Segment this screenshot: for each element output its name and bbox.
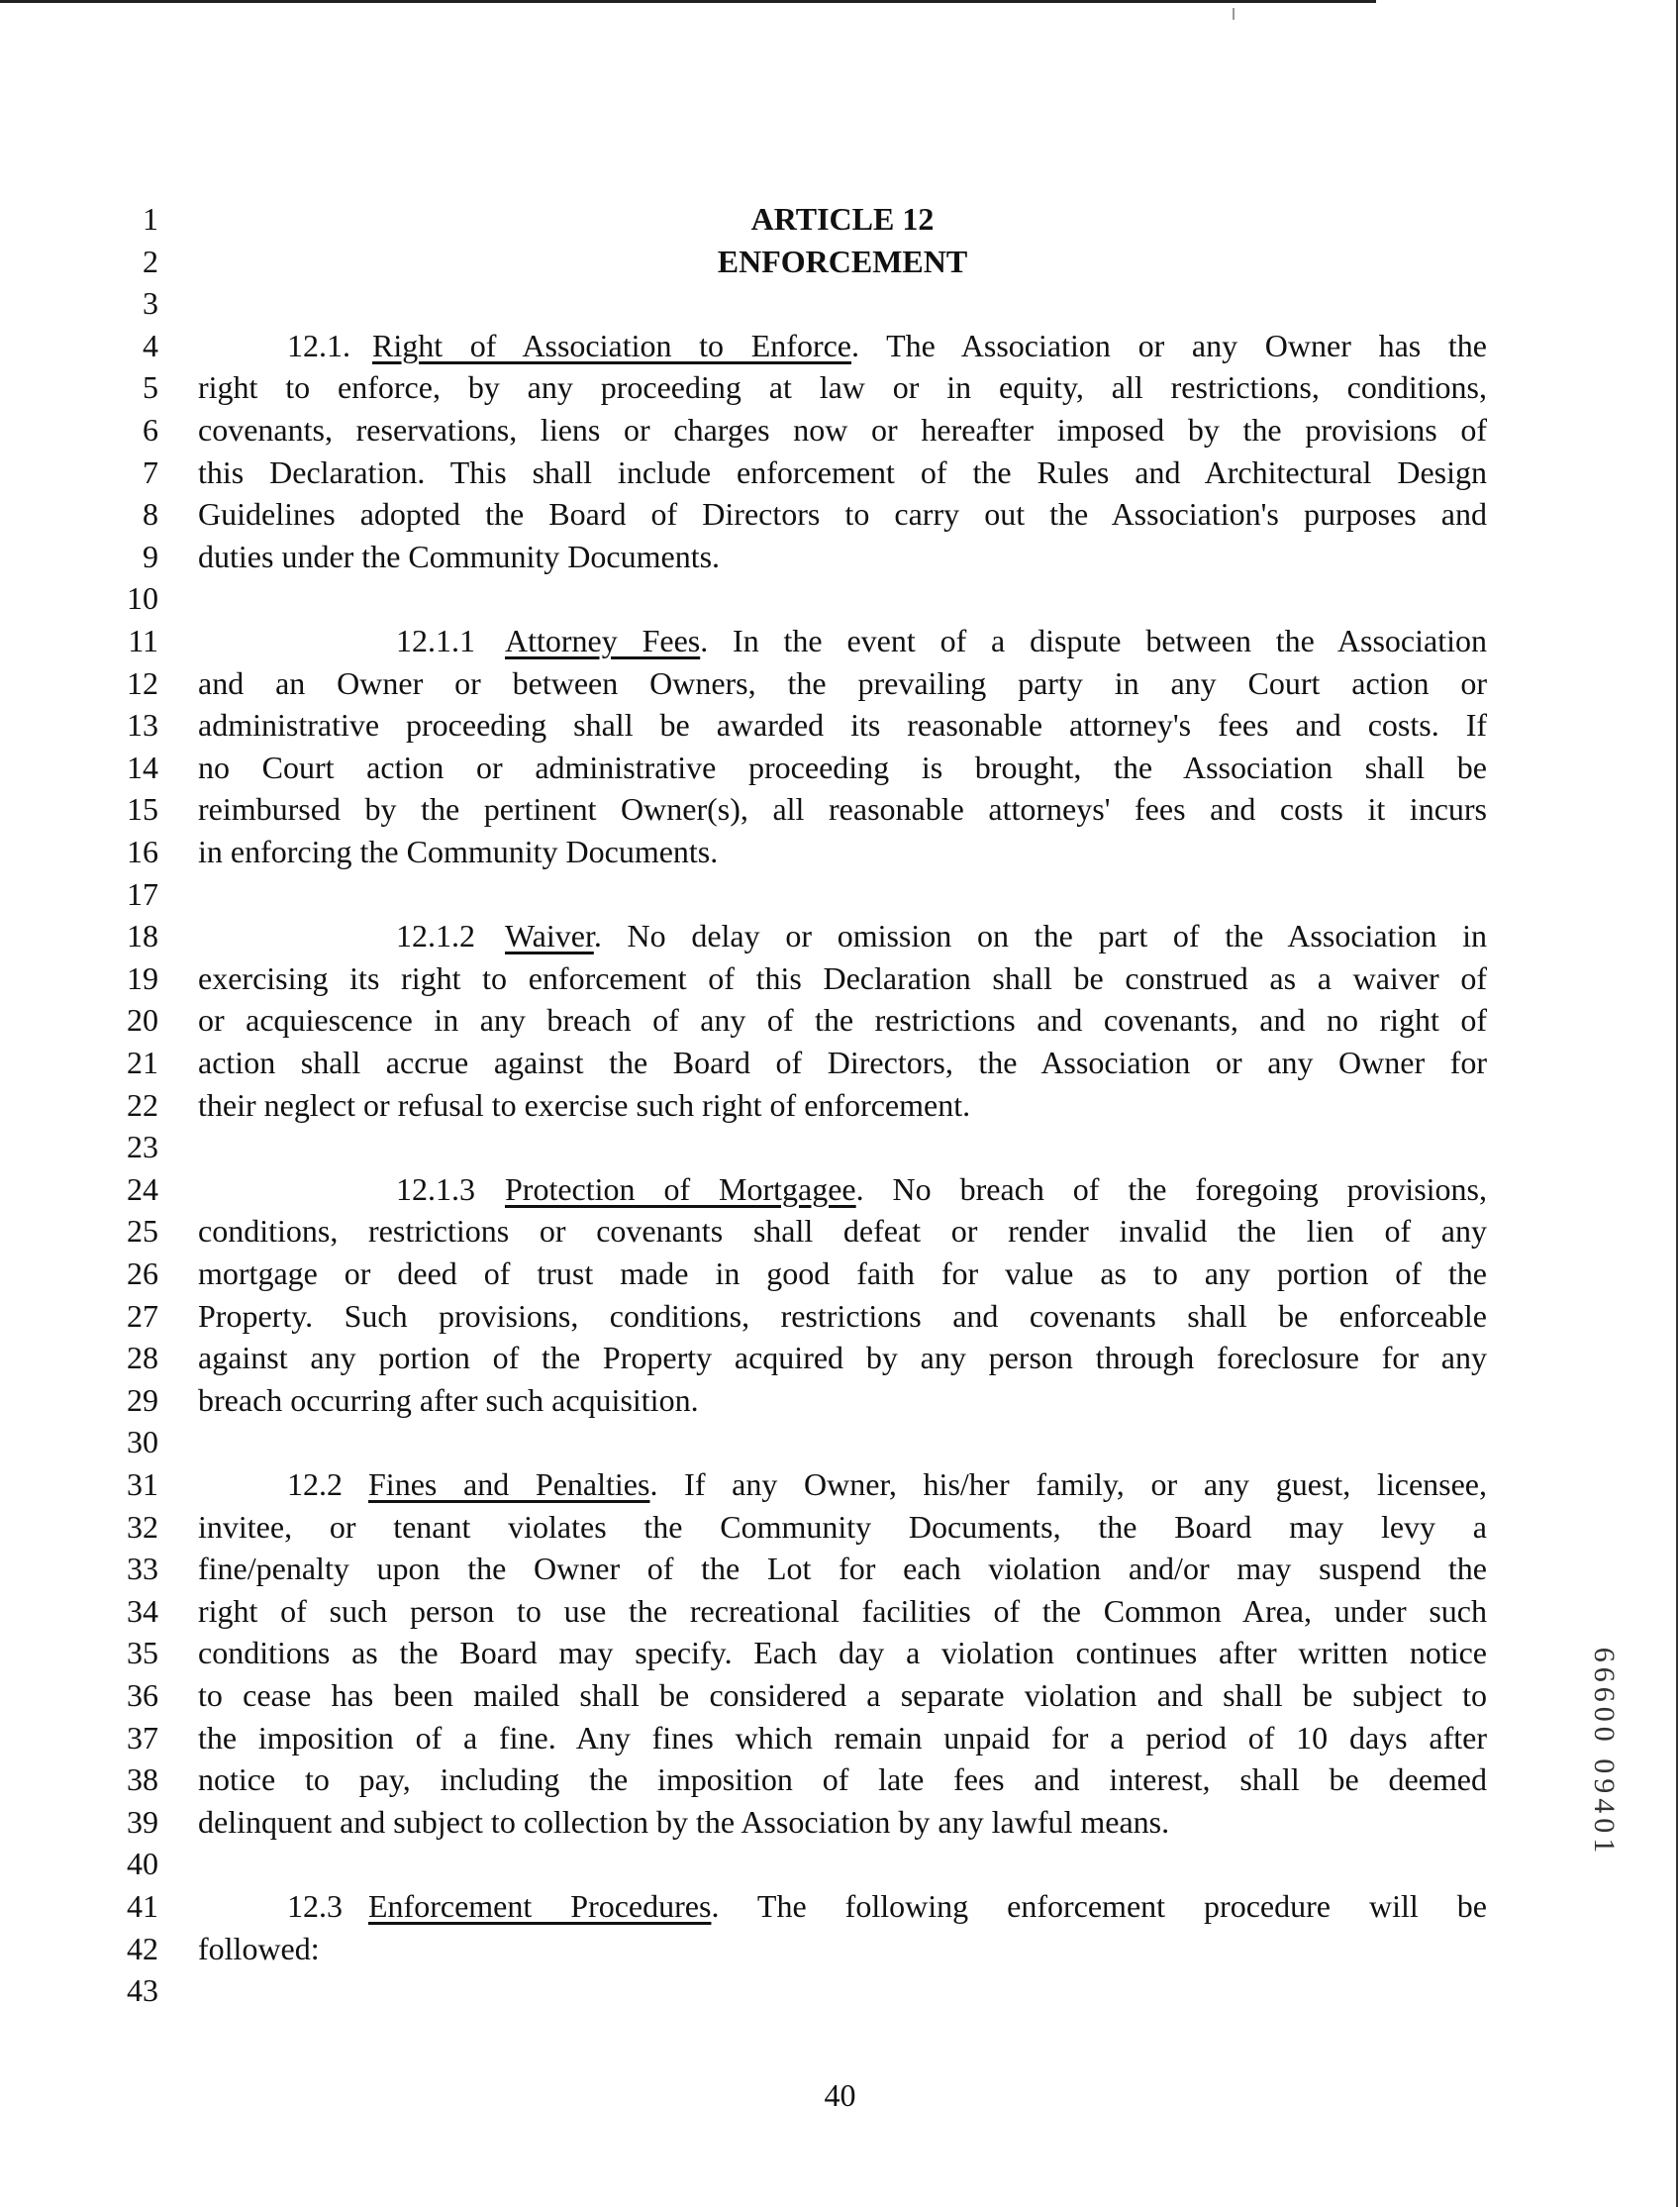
line-number: 26	[127, 1255, 158, 1291]
section-heading: Fines and Penalties	[368, 1466, 650, 1502]
section-text: . No delay or omission on the part of the Association in	[593, 918, 1487, 953]
line-number: 7	[143, 454, 158, 490]
line-number: 35	[127, 1635, 158, 1670]
body-line: Guidelines adopted the Board of Directors to carry out the Association's purposes and	[198, 496, 1487, 532]
body-line: to cease has been mailed shall be considered a separate violation and shall be subject to	[198, 1677, 1487, 1713]
section-number: 12.1.3	[396, 1171, 475, 1207]
section-number: 12.1.	[287, 328, 350, 363]
scan-top-edge	[0, 0, 1376, 3]
body-line: invitee, or tenant violates the Community Documents, the Board may levy a	[198, 1509, 1487, 1545]
line-number: 39	[127, 1804, 158, 1840]
line-number: 11	[128, 623, 158, 658]
line-number: 31	[127, 1466, 158, 1502]
page-number: 40	[824, 2077, 856, 2113]
body-line: the imposition of a fine. Any fines which remain unpaid for a period of 10 days after	[198, 1720, 1487, 1756]
line-number: 16	[127, 834, 158, 869]
section-text: . No breach of the foregoing provisions,	[855, 1171, 1488, 1207]
section-first-line	[198, 1168, 1487, 1210]
body-line: and an Owner or between Owners, the prevailing party in any Court action or	[198, 665, 1487, 701]
body-line: mortgage or deed of trust made in good faith for value as to any portion of the	[198, 1255, 1487, 1291]
line-number: 13	[127, 707, 158, 743]
line-number: 21	[127, 1045, 158, 1080]
section-number: 12.1.1	[396, 623, 475, 658]
line-number: 6	[143, 412, 158, 448]
line-number: 19	[127, 960, 158, 996]
line-number: 3	[143, 285, 158, 321]
line-number: 9	[143, 539, 158, 574]
line-number: 2	[143, 244, 158, 279]
line-number: 14	[127, 750, 158, 785]
body-line-last: their neglect or refusal to exercise such right of enforcement.	[198, 1087, 971, 1123]
section-heading: Waiver	[505, 918, 594, 953]
line-number: 42	[127, 1931, 158, 1966]
line-number: 4	[143, 328, 158, 363]
line-number: 22	[127, 1087, 158, 1123]
body-line: covenants, reservations, liens or charges now or hereafter imposed by the provisions of	[198, 412, 1487, 448]
body-line: no Court action or administrative proceeding is brought, the Association shall be	[198, 750, 1487, 785]
body-line-last: breach occurring after such acquisition.	[198, 1382, 699, 1418]
line-number: 41	[127, 1888, 158, 1924]
body-line: this Declaration. This shall include enforcement of the Rules and Architectural Design	[198, 454, 1487, 490]
body-line: conditions, restrictions or covenants shall defeat or render invalid the lien of any	[198, 1213, 1487, 1249]
line-number: 40	[127, 1846, 158, 1881]
line-number: 17	[127, 876, 158, 912]
article-title: ENFORCEMENT	[717, 244, 968, 279]
scan-artifact-tick	[1233, 8, 1235, 20]
line-number: 29	[127, 1382, 158, 1418]
body-line: exercising its right to enforcement of this Declaration shall be construed as a waiver of	[198, 960, 1487, 996]
body-line: against any portion of the Property acquired by any person through foreclosure for any	[198, 1340, 1487, 1375]
article-number-heading: ARTICLE 12	[750, 201, 935, 237]
body-line-last: duties under the Community Documents.	[198, 539, 721, 574]
body-line: notice to pay, including the imposition of late fees and interest, shall be deemed	[198, 1761, 1487, 1797]
body-line: reimbursed by the pertinent Owner(s), all reasonable attorneys' fees and costs it incurs	[198, 791, 1487, 827]
line-number: 27	[127, 1298, 158, 1334]
body-line: conditions as the Board may specify. Each day a violation continues after written notice	[198, 1635, 1487, 1670]
line-number: 10	[127, 580, 158, 616]
line-number: 25	[127, 1213, 158, 1249]
section-text: . If any Owner, his/her family, or any guest, licensee,	[649, 1466, 1488, 1502]
body-line-last: in enforcing the Community Documents.	[198, 834, 719, 869]
line-number: 34	[127, 1593, 158, 1629]
line-number: 18	[127, 918, 158, 953]
body-line: action shall accrue against the Board of Directors, the Association or any Owner for	[198, 1045, 1487, 1080]
section-heading: Attorney Fees	[505, 623, 701, 658]
section-number: 12.1.2	[396, 918, 475, 953]
section-number: 12.3	[287, 1888, 343, 1924]
line-number: 33	[127, 1551, 158, 1586]
line-number: 38	[127, 1761, 158, 1797]
section-heading: Protection of Mortgagee	[505, 1171, 856, 1207]
section-heading: Enforcement Procedures	[368, 1888, 712, 1924]
section-first-line	[198, 1463, 1487, 1505]
body-line-last: delinquent and subject to collection by the Association by any lawful means.	[198, 1804, 1170, 1840]
body-line-last: followed:	[198, 1931, 320, 1966]
line-number: 12	[127, 665, 158, 701]
section-text: . The Association or any Owner has the	[851, 328, 1488, 363]
section-first-line	[198, 620, 1487, 661]
line-number: 32	[127, 1509, 158, 1545]
line-number: 30	[127, 1424, 158, 1459]
body-line: right to enforce, by any proceeding at law or in equity, all restrictions, conditions,	[198, 369, 1487, 405]
side-stamp: 66600 09401	[1588, 1647, 1621, 1858]
line-number: 8	[143, 496, 158, 532]
line-number: 1	[143, 201, 158, 237]
section-heading: Right of Association to Enforce	[372, 328, 852, 363]
body-line: right of such person to use the recreational facilities of the Common Area, under such	[198, 1593, 1487, 1629]
line-number: 20	[127, 1002, 158, 1038]
body-line: Property. Such provisions, conditions, restrictions and covenants shall be enforceable	[198, 1298, 1487, 1334]
section-number: 12.2	[287, 1466, 343, 1502]
line-number: 23	[127, 1129, 158, 1164]
line-number: 36	[127, 1677, 158, 1713]
line-number: 5	[143, 369, 158, 405]
line-number: 15	[127, 791, 158, 827]
line-number: 24	[127, 1171, 158, 1207]
scan-right-edge	[1676, 0, 1678, 2207]
section-first-line	[198, 915, 1487, 956]
line-number: 43	[127, 1972, 158, 2008]
section-first-line	[198, 325, 1487, 366]
line-number: 28	[127, 1340, 158, 1375]
body-line: fine/penalty upon the Owner of the Lot for each violation and/or may suspend the	[198, 1551, 1487, 1586]
body-line: administrative proceeding shall be awarded its reasonable attorney's fees and costs. If	[198, 707, 1487, 743]
section-text: . The following enforcement procedure will be	[711, 1888, 1488, 1924]
section-text: . In the event of a dispute between the Association	[700, 623, 1488, 658]
body-line: or acquiescence in any breach of any of the restrictions and covenants, and no right of	[198, 1002, 1487, 1038]
section-first-line	[198, 1885, 1487, 1927]
line-number: 37	[127, 1720, 158, 1756]
